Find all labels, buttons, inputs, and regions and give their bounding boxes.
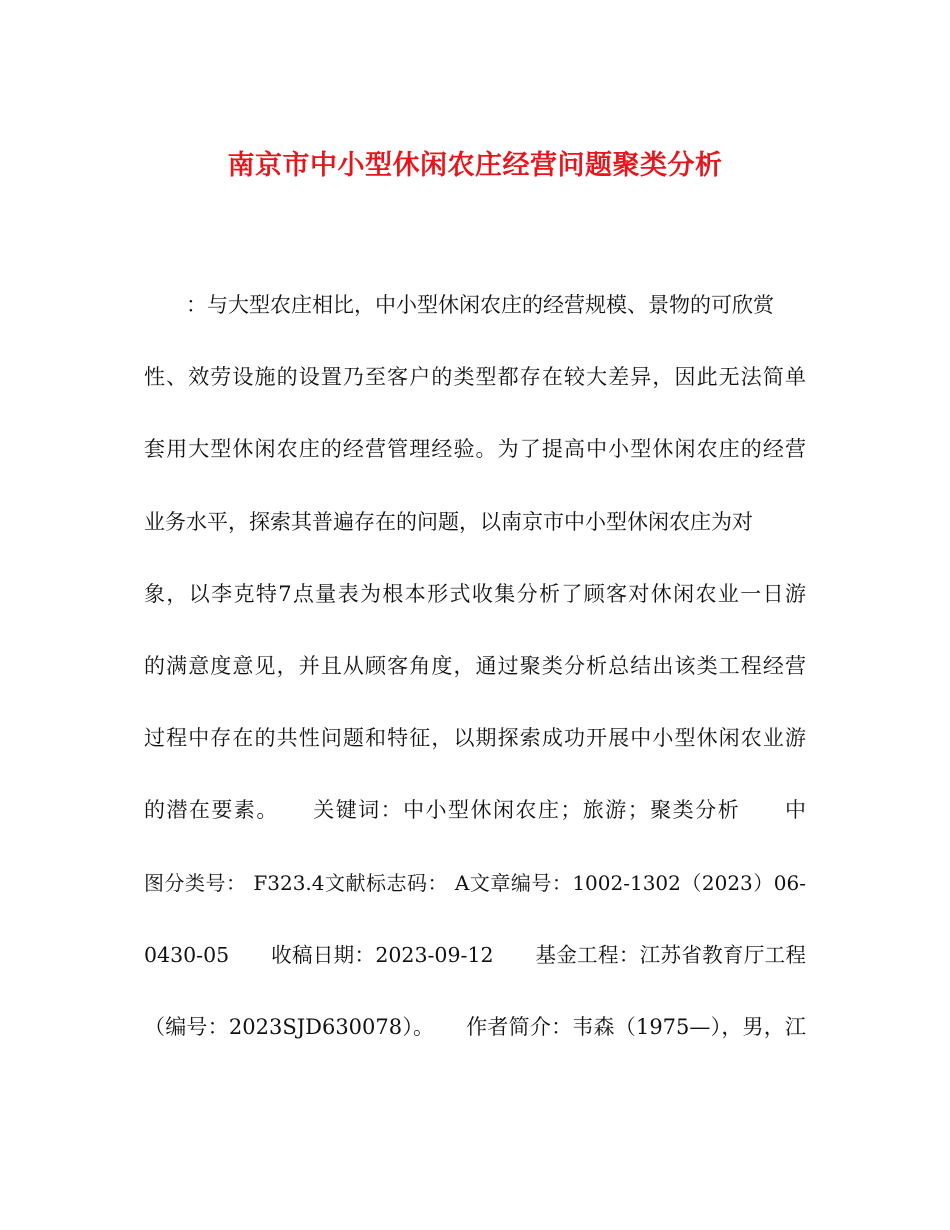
body-line-2: 性、效劳设施的设置乃至客户的类型都存在较大差异，因此无法简单 [144, 365, 806, 389]
body-line-9: 图分类号： F323.4文献标志码： A文章编号：1002-1302（2023）06- [144, 871, 806, 895]
body-line-11: （编号：2023SJD630078）。 作者简介：韦森（1975—），男，江 [144, 1015, 806, 1039]
body-line-5: 象，以李克特7点量表为根本形式收集分析了顾客对休闲农业一日游 [144, 582, 806, 606]
document-title: 南京市中小型休闲农庄经营问题聚类分析 [227, 150, 723, 182]
body-line-10: 0430-05 收稿日期：2023-09-12 基金工程：江苏省教育厅工程 [144, 943, 806, 967]
body-line-4: 业务水平，探索其普遍存在的问题，以南京市中小型休闲农庄为对 [144, 510, 753, 534]
body-line-7: 过程中存在的共性问题和特征，以期探索成功开展中小型休闲农业游 [144, 726, 806, 750]
body-line-3: 套用大型休闲农庄的经营管理经验。为了提高中小型休闲农庄的经营 [144, 437, 806, 461]
body-line-1: ：与大型农庄相比，中小型休闲农庄的经营规模、景物的可欣赏 [144, 293, 774, 317]
body-line-6: 的满意度意见，并且从顾客角度，通过聚类分析总结出该类工程经营 [144, 654, 806, 678]
body-line-8: 的潜在要素。 关键词：中小型休闲农庄；旅游；聚类分析 中 [144, 798, 806, 822]
